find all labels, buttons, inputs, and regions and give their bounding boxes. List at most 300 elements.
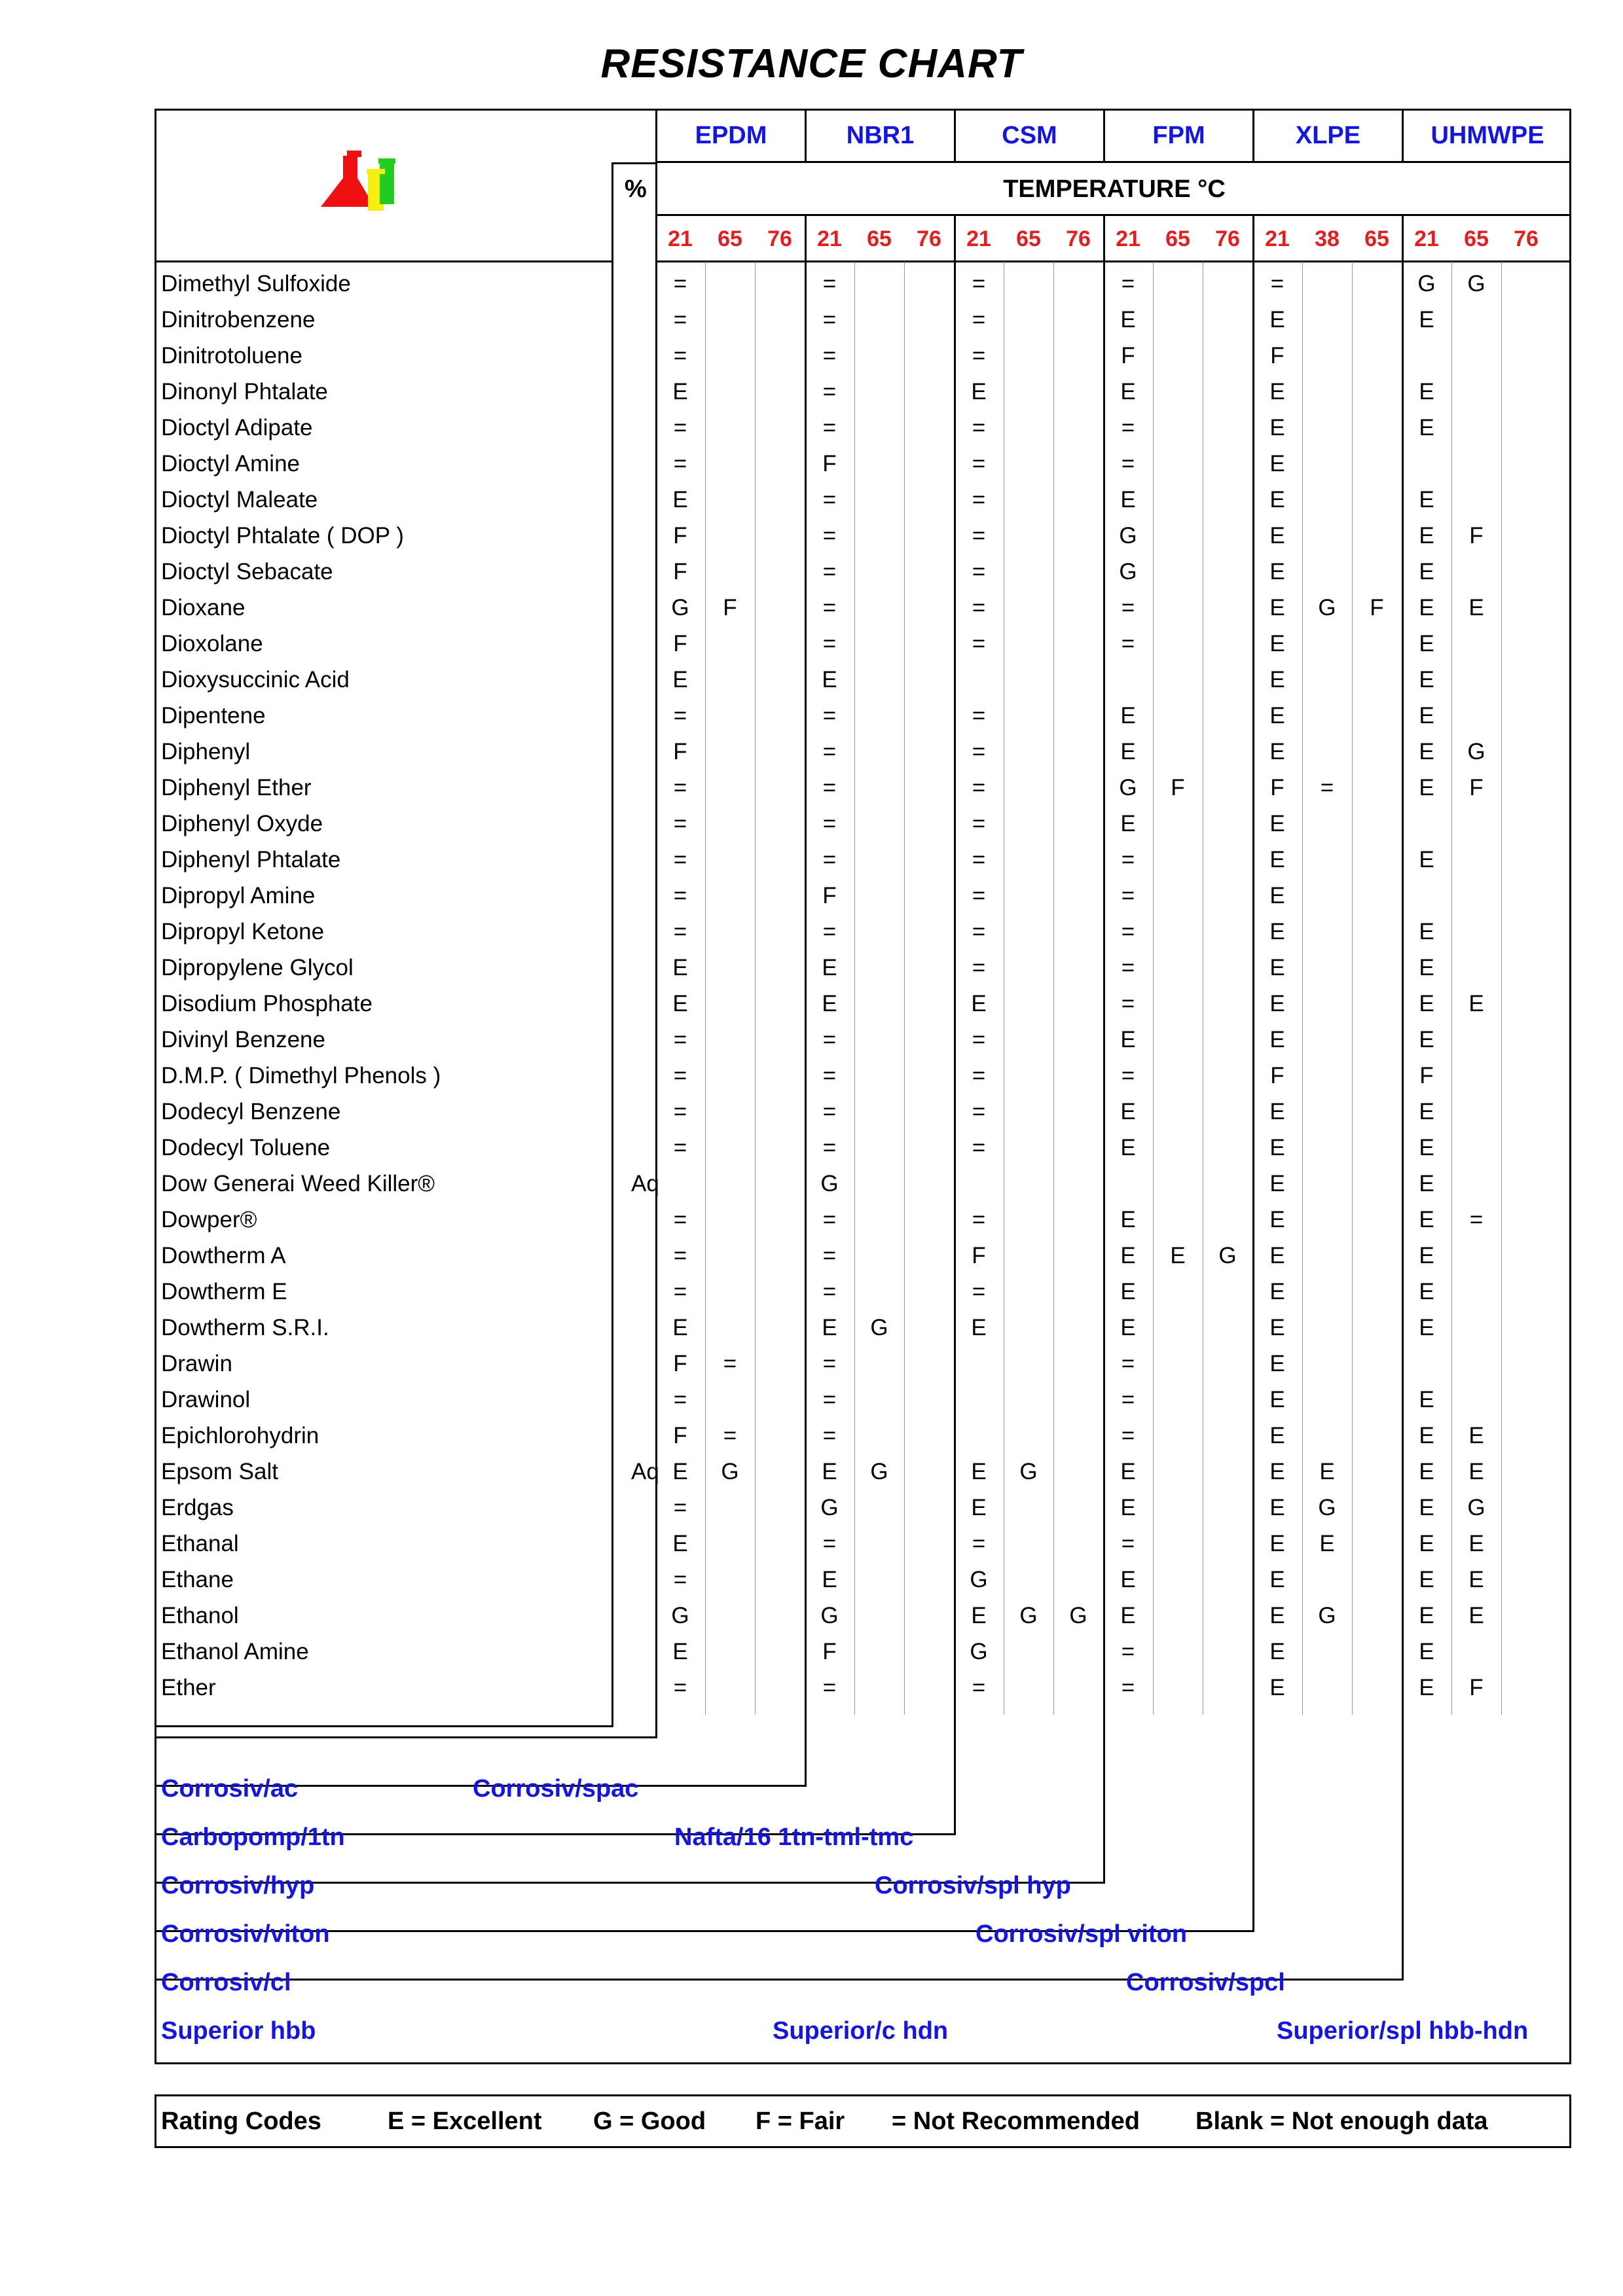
temp-csm-2: 65 (1016, 226, 1041, 251)
rating-cell: = (972, 523, 986, 548)
rating-cell: = (972, 451, 986, 476)
rating-cell: G (1467, 1495, 1486, 1520)
rating-cell: G (970, 1639, 988, 1664)
rating-cell: = (972, 415, 986, 440)
rating-cell: E (1419, 307, 1434, 332)
rating-cell: E (672, 487, 688, 512)
rating-cell: E (1269, 1495, 1285, 1520)
rating-cell: E (1419, 1639, 1434, 1664)
rating-cell: E (1419, 1135, 1434, 1160)
temp-xlpe-1: 21 (1265, 226, 1290, 251)
rating-cell: E (971, 991, 987, 1016)
rating-cell: E (1120, 1459, 1136, 1484)
rating-cell: G (721, 1459, 739, 1484)
chemical-name: Ethane (161, 1567, 234, 1592)
rating-cell: E (1419, 1603, 1434, 1628)
rating-cell: E (1468, 1603, 1484, 1628)
rating-cell: E (1419, 739, 1434, 764)
rating-cell: E (1269, 991, 1285, 1016)
footer-corrosiv-spcl: Corrosiv/spcl (1126, 1969, 1285, 1996)
rating-cell: = (1121, 1531, 1135, 1556)
rating-cell: = (972, 307, 986, 332)
rating-cell: = (972, 883, 986, 908)
chemical-name: Dioctyl Amine (161, 451, 301, 476)
rating-cell: E (1120, 1207, 1136, 1232)
rating-cell: = (972, 1531, 986, 1556)
rating-cell: = (723, 1423, 737, 1448)
rating-cell: = (972, 739, 986, 764)
rating-cell: = (972, 343, 986, 368)
rating-cell: = (822, 775, 837, 800)
rating-cell: G (1019, 1459, 1038, 1484)
rating-cell: E (1419, 667, 1434, 692)
chemical-name: Erdgas (161, 1495, 234, 1520)
rating-cell: F (673, 739, 687, 764)
footer-superior-c-hdn: Superior/c hdn (773, 2017, 949, 2045)
rating-cell: = (1121, 1423, 1135, 1448)
rating-cell: = (822, 1279, 837, 1304)
rating-cell: E (1269, 847, 1285, 872)
rating-cell: = (673, 1135, 687, 1160)
rating-cell: F (1419, 1063, 1434, 1088)
percent-header: % (625, 175, 647, 203)
rating-cell: E (1269, 667, 1285, 692)
rating-cell: = (673, 1243, 687, 1268)
rating-cell: = (822, 415, 837, 440)
rating-cell: = (1121, 1675, 1135, 1700)
rating-cell: E (1419, 1531, 1434, 1556)
rating-cell: = (822, 487, 837, 512)
rating-cell: E (1269, 703, 1285, 728)
rating-cell: E (822, 1459, 837, 1484)
chemical-name: Dioctyl Adipate (161, 415, 313, 440)
rating-cell: E (1120, 1279, 1136, 1304)
rating-cell: E (1269, 955, 1285, 980)
rating-cell: E (672, 1639, 688, 1664)
footer-corrosiv-viton: Corrosiv/viton (161, 1920, 330, 1948)
rating-cell: E (1269, 1675, 1285, 1700)
rating-cell: E (1419, 1567, 1434, 1592)
chemical-name: Dioxysuccinic Acid (161, 667, 350, 692)
rating-cell: E (1269, 1171, 1285, 1196)
rating-cell: = (822, 1027, 837, 1052)
rating-cell: E (672, 667, 688, 692)
rating-cell: E (1319, 1459, 1335, 1484)
rating-cell: = (972, 1675, 986, 1700)
rating-cell: E (1269, 1459, 1285, 1484)
rating-cell: E (672, 379, 688, 404)
temp-fpm-3: 76 (1215, 226, 1240, 251)
rating-cell: F (822, 451, 837, 476)
chemical-name: Dioctyl Maleate (161, 487, 318, 512)
rating-cell: = (1121, 271, 1135, 296)
rating-cell: = (1121, 1063, 1135, 1088)
rating-cell: E (1419, 775, 1434, 800)
rating-cell: = (972, 703, 986, 728)
rating-cell: G (1318, 1603, 1336, 1628)
rating-cell: E (1269, 1567, 1285, 1592)
rating-cell: G (1417, 271, 1436, 296)
rating-cell: F (1121, 343, 1135, 368)
rating-cell: E (1419, 919, 1434, 944)
chemical-name: Diphenyl (161, 739, 251, 764)
rating-cell: E (672, 1459, 688, 1484)
rating-cell: = (822, 847, 837, 872)
rating-cell: E (1468, 991, 1484, 1016)
rating-cell: = (1121, 595, 1135, 620)
rating-cell: = (822, 1207, 837, 1232)
concentration: Aq (631, 1459, 659, 1484)
rating-cell: E (1419, 631, 1434, 656)
footer-corrosiv-hyp: Corrosiv/hyp (161, 1872, 315, 1899)
rating-cell: E (1269, 1531, 1285, 1556)
chemical-name: Dow Generai Weed Killer® (161, 1171, 435, 1196)
rating-cell: E (1419, 1459, 1434, 1484)
rating-cell: E (672, 1315, 688, 1340)
rating-cell: E (1269, 415, 1285, 440)
chemical-name: Dinitrobenzene (161, 307, 316, 332)
rating-cell: E (1120, 1099, 1136, 1124)
rating-cell: E (1468, 1531, 1484, 1556)
rating-cell: E (1269, 523, 1285, 548)
footer-carbopomp: Carbopomp/1tn (161, 1823, 345, 1851)
rating-cell: = (673, 1567, 687, 1592)
rating-cell: = (822, 1387, 837, 1412)
temp-epdm-1: 21 (668, 226, 693, 251)
rating-cell: = (673, 1099, 687, 1124)
chemical-name: Dioxolane (161, 631, 263, 656)
rating-cell: E (822, 1315, 837, 1340)
rating-cell: F (972, 1243, 986, 1268)
rating-cell: G (820, 1171, 839, 1196)
rating-cell: = (822, 1351, 837, 1376)
rating-cell: E (1419, 1243, 1434, 1268)
rating-cell: = (1270, 271, 1285, 296)
material-uhmwpe: UHMWPE (1431, 122, 1544, 149)
rating-cell: = (822, 379, 837, 404)
rating-cell: = (822, 1135, 837, 1160)
rating-cell: = (972, 1135, 986, 1160)
rating-cell: E (1269, 595, 1285, 620)
rating-cell: = (972, 1099, 986, 1124)
material-nbr1: NBR1 (846, 122, 915, 149)
rating-cell: F (673, 559, 687, 584)
rating-cell: G (1467, 271, 1486, 296)
legend-blank: Blank = Not enough data (1195, 2108, 1488, 2135)
rating-cell: E (672, 955, 688, 980)
rating-cell: = (972, 1027, 986, 1052)
rating-cell: E (1468, 595, 1484, 620)
rating-cell: E (1269, 1315, 1285, 1340)
rating-cell: E (1269, 1027, 1285, 1052)
chemical-name: Diphenyl Phtalate (161, 847, 341, 872)
temp-epdm-2: 65 (718, 226, 742, 251)
temp-fpm-1: 21 (1116, 226, 1140, 251)
rating-cell: E (1419, 523, 1434, 548)
rating-cell: F (1171, 775, 1185, 800)
rating-cell: E (1419, 1279, 1434, 1304)
rating-cell: = (673, 811, 687, 836)
rating-cell: G (820, 1495, 839, 1520)
rating-cell: = (673, 1495, 687, 1520)
rating-cell: E (1319, 1531, 1335, 1556)
rating-cell: E (822, 1567, 837, 1592)
chemical-name: D.M.P. ( Dimethyl Phenols ) (161, 1063, 441, 1088)
rating-cell: = (822, 1675, 837, 1700)
legend-fair: F = Fair (756, 2108, 845, 2135)
temp-xlpe-3: 65 (1364, 226, 1389, 251)
rating-cell: = (822, 1099, 837, 1124)
rating-cell: = (822, 559, 837, 584)
legend-not-recommended: = Not Recommended (892, 2108, 1140, 2135)
rating-cell: = (673, 1387, 687, 1412)
rating-cell: E (1269, 1387, 1285, 1412)
footer-corrosiv-ac: Corrosiv/ac (161, 1775, 299, 1803)
rating-cell: E (1419, 1315, 1434, 1340)
rating-cell: = (723, 1351, 737, 1376)
rating-cell: F (723, 595, 737, 620)
rating-cell: = (673, 1063, 687, 1088)
rating-cell: E (1120, 1567, 1136, 1592)
rating-cell: F (822, 883, 837, 908)
rating-cell: = (673, 307, 687, 332)
rating-cell: = (972, 1063, 986, 1088)
rating-cell: = (972, 955, 986, 980)
rating-cell: E (1269, 379, 1285, 404)
rating-cell: E (971, 1495, 987, 1520)
rating-cell: = (822, 1243, 837, 1268)
rating-cell: E (1269, 919, 1285, 944)
rating-cell: = (673, 1279, 687, 1304)
rating-cell: = (822, 1423, 837, 1448)
rating-cell: E (1419, 1207, 1434, 1232)
rating-cell: E (1120, 487, 1136, 512)
footer-superior-hbb: Superior hbb (161, 2017, 316, 2045)
rating-cell: = (822, 343, 837, 368)
chemical-name: Dipentene (161, 703, 266, 728)
rating-cell: = (673, 1675, 687, 1700)
rating-cell: = (822, 1063, 837, 1088)
rating-cell: E (1120, 739, 1136, 764)
legend-excellent: E = Excellent (388, 2108, 542, 2135)
legend-title: Rating Codes (161, 2108, 321, 2135)
chemical-name: Diphenyl Ether (161, 775, 312, 800)
rating-cell: E (1120, 1315, 1136, 1340)
rating-cell: E (822, 667, 837, 692)
rating-cell: E (1269, 1207, 1285, 1232)
material-epdm: EPDM (695, 122, 767, 149)
rating-cell: = (1121, 1351, 1135, 1376)
rating-cell: = (822, 523, 837, 548)
rating-cell: F (1469, 523, 1484, 548)
rating-cell: = (822, 595, 837, 620)
rating-cell: E (1120, 1495, 1136, 1520)
rating-cell: E (1269, 883, 1285, 908)
rating-cell: E (1269, 559, 1285, 584)
material-csm: CSM (1002, 122, 1057, 149)
footer-superior-spl: Superior/spl hbb-hdn (1277, 2017, 1529, 2045)
rating-cell: = (822, 811, 837, 836)
rating-cell: = (972, 631, 986, 656)
rating-cell: E (1120, 811, 1136, 836)
rating-cell: E (1269, 451, 1285, 476)
chemical-name: Dinonyl Phtalate (161, 379, 328, 404)
chemical-name: Dipropyl Amine (161, 883, 316, 908)
rating-cell: F (1270, 775, 1285, 800)
rating-cell: E (1419, 1099, 1434, 1124)
rating-cell: = (972, 847, 986, 872)
rating-cell: G (1318, 595, 1336, 620)
rating-cell: E (1120, 379, 1136, 404)
chemical-name: Divinyl Benzene (161, 1027, 325, 1052)
rating-cell: = (822, 1531, 837, 1556)
rating-cell: = (673, 271, 687, 296)
rating-cell: = (972, 1207, 986, 1232)
rating-cell: E (1419, 703, 1434, 728)
rating-cell: G (1069, 1603, 1087, 1628)
rating-cell: = (1121, 919, 1135, 944)
chemical-name: Dipropylene Glycol (161, 955, 354, 980)
chemical-name: Epsom Salt (161, 1459, 278, 1484)
rating-cell: = (1121, 883, 1135, 908)
chemical-name: Dodecyl Toluene (161, 1135, 331, 1160)
rating-cell: E (1269, 631, 1285, 656)
rating-cell: E (1269, 1351, 1285, 1376)
temp-uhmwpe-3: 76 (1514, 226, 1539, 251)
rating-cell: E (1269, 811, 1285, 836)
concentration: Aq (631, 1171, 659, 1196)
rating-cell: E (1269, 1639, 1285, 1664)
rating-cell: G (1019, 1603, 1038, 1628)
rating-cell: G (1119, 523, 1137, 548)
rating-cell: = (673, 343, 687, 368)
rating-cell: E (1419, 1495, 1434, 1520)
rating-cell: E (1419, 955, 1434, 980)
temp-nbr1-2: 65 (867, 226, 892, 251)
rating-cell: = (822, 631, 837, 656)
chemical-name: Ethanol (161, 1603, 239, 1628)
rating-cell: E (1269, 1423, 1285, 1448)
rating-cell: = (972, 271, 986, 296)
rating-cell: E (1269, 739, 1285, 764)
chemical-name: Dowper® (161, 1207, 257, 1232)
rating-cell: = (972, 595, 986, 620)
chemical-name: Dinitrotoluene (161, 343, 302, 368)
rating-cell: = (972, 811, 986, 836)
rating-cell: E (1120, 703, 1136, 728)
chemical-name: Dowtherm E (161, 1279, 287, 1304)
rating-cell: E (1120, 1135, 1136, 1160)
rating-cell: F (1270, 343, 1285, 368)
rating-cell: E (1269, 1135, 1285, 1160)
legend-good: G = Good (593, 2108, 706, 2135)
chemical-name: Ethanol Amine (161, 1639, 309, 1664)
chemical-name: Dipropyl Ketone (161, 919, 325, 944)
rating-cell: F (1270, 1063, 1285, 1088)
rating-cell: E (822, 991, 837, 1016)
rating-cell: = (1121, 955, 1135, 980)
chemical-name: Epichlorohydrin (161, 1423, 319, 1448)
rating-cell: = (972, 919, 986, 944)
rating-cell: G (1218, 1243, 1237, 1268)
rating-cell: = (972, 775, 986, 800)
rating-cell: = (673, 451, 687, 476)
rating-cell: = (822, 703, 837, 728)
rating-cell: = (822, 271, 837, 296)
rating-cell: E (1120, 1027, 1136, 1052)
chemical-name: Disodium Phosphate (161, 991, 373, 1016)
temp-xlpe-2: 38 (1315, 226, 1340, 251)
rating-cell: E (1419, 415, 1434, 440)
chemical-name: Dowtherm A (161, 1243, 286, 1268)
rating-cell: E (971, 379, 987, 404)
chemical-name: Ethanal (161, 1531, 239, 1556)
rating-cell: G (870, 1315, 888, 1340)
rating-cell: F (673, 523, 687, 548)
chemical-name: Drawin (161, 1351, 232, 1376)
material-fpm: FPM (1152, 122, 1205, 149)
rating-cell: E (672, 1531, 688, 1556)
rating-cell: = (673, 1027, 687, 1052)
rating-cell: F (822, 1639, 837, 1664)
rating-cell: F (673, 631, 687, 656)
temp-nbr1-1: 21 (817, 226, 842, 251)
rating-cell: = (673, 415, 687, 440)
rating-cell: E (822, 955, 837, 980)
rating-cell: E (1419, 1387, 1434, 1412)
rating-cell: E (1269, 1243, 1285, 1268)
temp-uhmwpe-2: 65 (1464, 226, 1489, 251)
temp-fpm-2: 65 (1165, 226, 1190, 251)
rating-cell: = (673, 883, 687, 908)
chemical-name: Dodecyl Benzene (161, 1099, 341, 1124)
rating-cell: = (673, 775, 687, 800)
rating-cell: F (673, 1351, 687, 1376)
rating-cell: E (1269, 487, 1285, 512)
footer-corrosiv-cl: Corrosiv/cl (161, 1969, 291, 1996)
rating-cell: E (1120, 307, 1136, 332)
rating-cell: E (971, 1603, 987, 1628)
rating-cell: E (1419, 559, 1434, 584)
rating-cell: G (671, 595, 689, 620)
chemical-name: Dioctyl Sebacate (161, 559, 333, 584)
material-xlpe: XLPE (1295, 122, 1361, 149)
rating-cell: E (1468, 1423, 1484, 1448)
footer-corrosiv-spac: Corrosiv/spac (473, 1775, 639, 1803)
chemical-name: Dowtherm S.R.I. (161, 1315, 329, 1340)
rating-cell: G (870, 1459, 888, 1484)
rating-cell: = (1121, 1639, 1135, 1664)
rating-cell: E (1419, 1675, 1434, 1700)
rating-cell: G (1119, 775, 1137, 800)
rating-cell: E (1269, 1099, 1285, 1124)
rating-cell: E (1419, 847, 1434, 872)
rating-cell: = (822, 919, 837, 944)
rating-cell: = (1320, 775, 1334, 800)
rating-cell: E (1419, 595, 1434, 620)
rating-cell: E (1468, 1459, 1484, 1484)
rating-cell: = (972, 487, 986, 512)
chemical-name: Dioxane (161, 595, 246, 620)
rating-cell: E (1419, 991, 1434, 1016)
chemical-name: Dioctyl Phtalate ( DOP ) (161, 523, 404, 548)
rating-cell: = (972, 559, 986, 584)
rating-cell: = (822, 739, 837, 764)
rating-cell: E (1269, 1279, 1285, 1304)
rating-cell: = (673, 1207, 687, 1232)
rating-cell: = (972, 1279, 986, 1304)
rating-cell: G (1119, 559, 1137, 584)
